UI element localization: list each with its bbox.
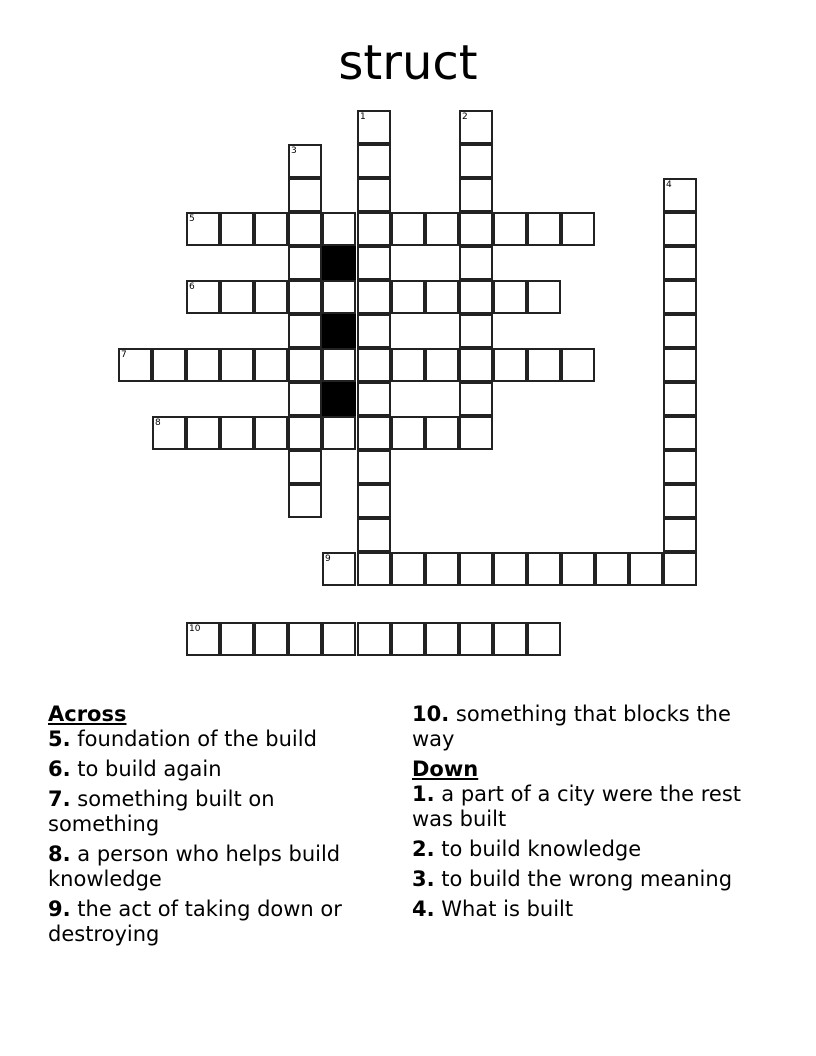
grid-cell[interactable] — [629, 552, 663, 586]
down-heading: Down — [412, 757, 479, 781]
grid-cell[interactable] — [493, 622, 527, 656]
grid-cell-3[interactable] — [288, 144, 322, 178]
grid-cell[interactable] — [357, 622, 391, 656]
grid-cell[interactable] — [254, 280, 288, 314]
clues-column-right — [412, 702, 772, 927]
grid-cell[interactable] — [186, 416, 220, 450]
grid-cell[interactable] — [663, 484, 697, 518]
down-clue-2 — [412, 837, 772, 862]
grid-cell[interactable] — [663, 382, 697, 416]
grid-cell[interactable] — [663, 450, 697, 484]
grid-cell[interactable] — [288, 484, 322, 518]
clue-number: 1. — [412, 782, 435, 806]
black-cell — [322, 382, 356, 416]
grid-cell[interactable] — [663, 280, 697, 314]
clues-column-left — [48, 702, 388, 952]
grid-cell-5[interactable] — [186, 212, 220, 246]
grid-cell[interactable] — [527, 552, 561, 586]
grid-cell[interactable] — [152, 348, 186, 382]
grid-cell[interactable] — [220, 416, 254, 450]
clue-number-label: 6 — [189, 282, 195, 292]
grid-cell[interactable] — [322, 416, 356, 450]
grid-cell[interactable] — [459, 212, 493, 246]
clue-number: 8. — [48, 842, 71, 866]
clue-text: to build again — [77, 757, 222, 781]
grid-cell[interactable] — [288, 382, 322, 416]
grid-cell-8[interactable] — [152, 416, 186, 450]
grid-cell-9[interactable] — [322, 552, 356, 586]
clue-number-label: 8 — [155, 418, 161, 428]
grid-cell[interactable] — [391, 348, 425, 382]
grid-cell[interactable] — [391, 552, 425, 586]
grid-cell[interactable] — [459, 144, 493, 178]
grid-cell[interactable] — [527, 348, 561, 382]
grid-cell[interactable] — [357, 178, 391, 212]
clue-number-label: 10 — [189, 624, 201, 634]
grid-cell[interactable] — [391, 416, 425, 450]
clue-number-label: 9 — [325, 554, 331, 564]
grid-cell[interactable] — [288, 280, 322, 314]
clue-text: a person who helps build knowledge — [48, 842, 341, 891]
clue-text: a part of a city were the rest was built — [412, 782, 742, 831]
grid-cell[interactable] — [357, 348, 391, 382]
grid-cell[interactable] — [459, 246, 493, 280]
grid-cell[interactable] — [357, 280, 391, 314]
grid-cell[interactable] — [663, 212, 697, 246]
grid-cell[interactable] — [425, 280, 459, 314]
grid-cell[interactable] — [254, 212, 288, 246]
clue-number-label: 3 — [291, 146, 297, 156]
grid-cell-1[interactable] — [357, 110, 391, 144]
grid-cell[interactable] — [288, 178, 322, 212]
grid-cell[interactable] — [322, 212, 356, 246]
clue-text: foundation of the build — [77, 727, 317, 751]
grid-cell[interactable] — [493, 348, 527, 382]
grid-cell[interactable] — [391, 622, 425, 656]
grid-cell[interactable] — [527, 622, 561, 656]
clue-number-label: 4 — [666, 180, 672, 190]
down-clue-1 — [412, 782, 772, 832]
grid-cell[interactable] — [254, 416, 288, 450]
grid-cell[interactable] — [357, 382, 391, 416]
grid-cell[interactable] — [357, 314, 391, 348]
grid-cell[interactable] — [663, 246, 697, 280]
grid-cell[interactable] — [357, 450, 391, 484]
grid-cell[interactable] — [425, 552, 459, 586]
grid-cell[interactable] — [459, 416, 493, 450]
grid-cell[interactable] — [561, 212, 595, 246]
clue-text: something that blocks the way — [412, 702, 731, 751]
grid-cell[interactable] — [595, 552, 629, 586]
grid-cell-10[interactable] — [186, 622, 220, 656]
grid-cell[interactable] — [220, 348, 254, 382]
black-cell — [322, 246, 356, 280]
grid-cell[interactable] — [459, 348, 493, 382]
grid-cell[interactable] — [527, 280, 561, 314]
grid-cell[interactable] — [459, 382, 493, 416]
clue-number: 5. — [48, 727, 71, 751]
grid-cell[interactable] — [663, 552, 697, 586]
grid-cell[interactable] — [322, 348, 356, 382]
grid-cell[interactable] — [357, 144, 391, 178]
grid-cell[interactable] — [663, 314, 697, 348]
grid-cell[interactable] — [357, 518, 391, 552]
across-clue-9 — [48, 897, 388, 947]
grid-cell[interactable] — [425, 622, 459, 656]
grid-cell[interactable] — [322, 280, 356, 314]
grid-cell[interactable] — [322, 622, 356, 656]
clue-number-label: 1 — [360, 112, 366, 122]
grid-cell[interactable] — [357, 246, 391, 280]
puzzle-title: struct — [338, 35, 478, 91]
grid-cell[interactable] — [220, 622, 254, 656]
clue-text: What is built — [441, 897, 574, 921]
grid-cell[interactable] — [459, 178, 493, 212]
grid-cell-2[interactable] — [459, 110, 493, 144]
grid-cell[interactable] — [663, 518, 697, 552]
across-heading: Across — [48, 702, 127, 726]
grid-cell[interactable] — [357, 484, 391, 518]
grid-cell[interactable] — [527, 212, 561, 246]
grid-cell[interactable] — [459, 314, 493, 348]
grid-cell[interactable] — [561, 348, 595, 382]
grid-cell[interactable] — [391, 212, 425, 246]
black-cell — [322, 314, 356, 348]
grid-cell-4[interactable] — [663, 178, 697, 212]
grid-cell[interactable] — [288, 416, 322, 450]
across-clue-10 — [412, 702, 772, 752]
grid-cell[interactable] — [663, 416, 697, 450]
clue-number-label: 5 — [189, 214, 195, 224]
grid-cell[interactable] — [357, 552, 391, 586]
clue-number: 9. — [48, 897, 71, 921]
grid-cell[interactable] — [288, 246, 322, 280]
grid-cell[interactable] — [459, 622, 493, 656]
down-clue-3 — [412, 867, 772, 892]
grid-cell-7[interactable] — [118, 348, 152, 382]
grid-cell[interactable] — [357, 416, 391, 450]
grid-cell[interactable] — [357, 212, 391, 246]
clue-number: 4. — [412, 897, 435, 921]
grid-cell[interactable] — [425, 348, 459, 382]
grid-cell[interactable] — [459, 552, 493, 586]
grid-cell[interactable] — [288, 348, 322, 382]
grid-cell[interactable] — [493, 280, 527, 314]
grid-cell[interactable] — [254, 348, 288, 382]
clue-number: 7. — [48, 787, 71, 811]
clue-text: to build knowledge — [441, 837, 642, 861]
clue-number: 3. — [412, 867, 435, 891]
grid-cell[interactable] — [425, 212, 459, 246]
clue-text: the act of taking down or destroying — [48, 897, 342, 946]
grid-cell[interactable] — [220, 212, 254, 246]
clue-number-label: 7 — [121, 350, 127, 360]
grid-cell[interactable] — [254, 622, 288, 656]
clue-text: something built on something — [48, 787, 275, 836]
grid-cell[interactable] — [493, 552, 527, 586]
across-clue-8 — [48, 842, 388, 892]
grid-cell[interactable] — [288, 622, 322, 656]
clue-number: 2. — [412, 837, 435, 861]
grid-cell[interactable] — [288, 212, 322, 246]
grid-cell[interactable] — [288, 450, 322, 484]
clue-number: 6. — [48, 757, 71, 781]
across-clue-7 — [48, 787, 388, 837]
across-clue-6 — [48, 757, 388, 782]
grid-cell-6[interactable] — [186, 280, 220, 314]
across-clue-5 — [48, 727, 388, 752]
clue-number-label: 2 — [462, 112, 468, 122]
grid-cell[interactable] — [561, 552, 595, 586]
down-clue-4 — [412, 897, 772, 922]
clue-number: 10. — [412, 702, 450, 726]
clue-text: to build the wrong meaning — [441, 867, 733, 891]
grid-cell[interactable] — [459, 280, 493, 314]
grid-cell[interactable] — [425, 416, 459, 450]
grid-cell[interactable] — [663, 348, 697, 382]
grid-cell[interactable] — [288, 314, 322, 348]
grid-cell[interactable] — [186, 348, 220, 382]
grid-cell[interactable] — [391, 280, 425, 314]
grid-cell[interactable] — [493, 212, 527, 246]
grid-cell[interactable] — [220, 280, 254, 314]
